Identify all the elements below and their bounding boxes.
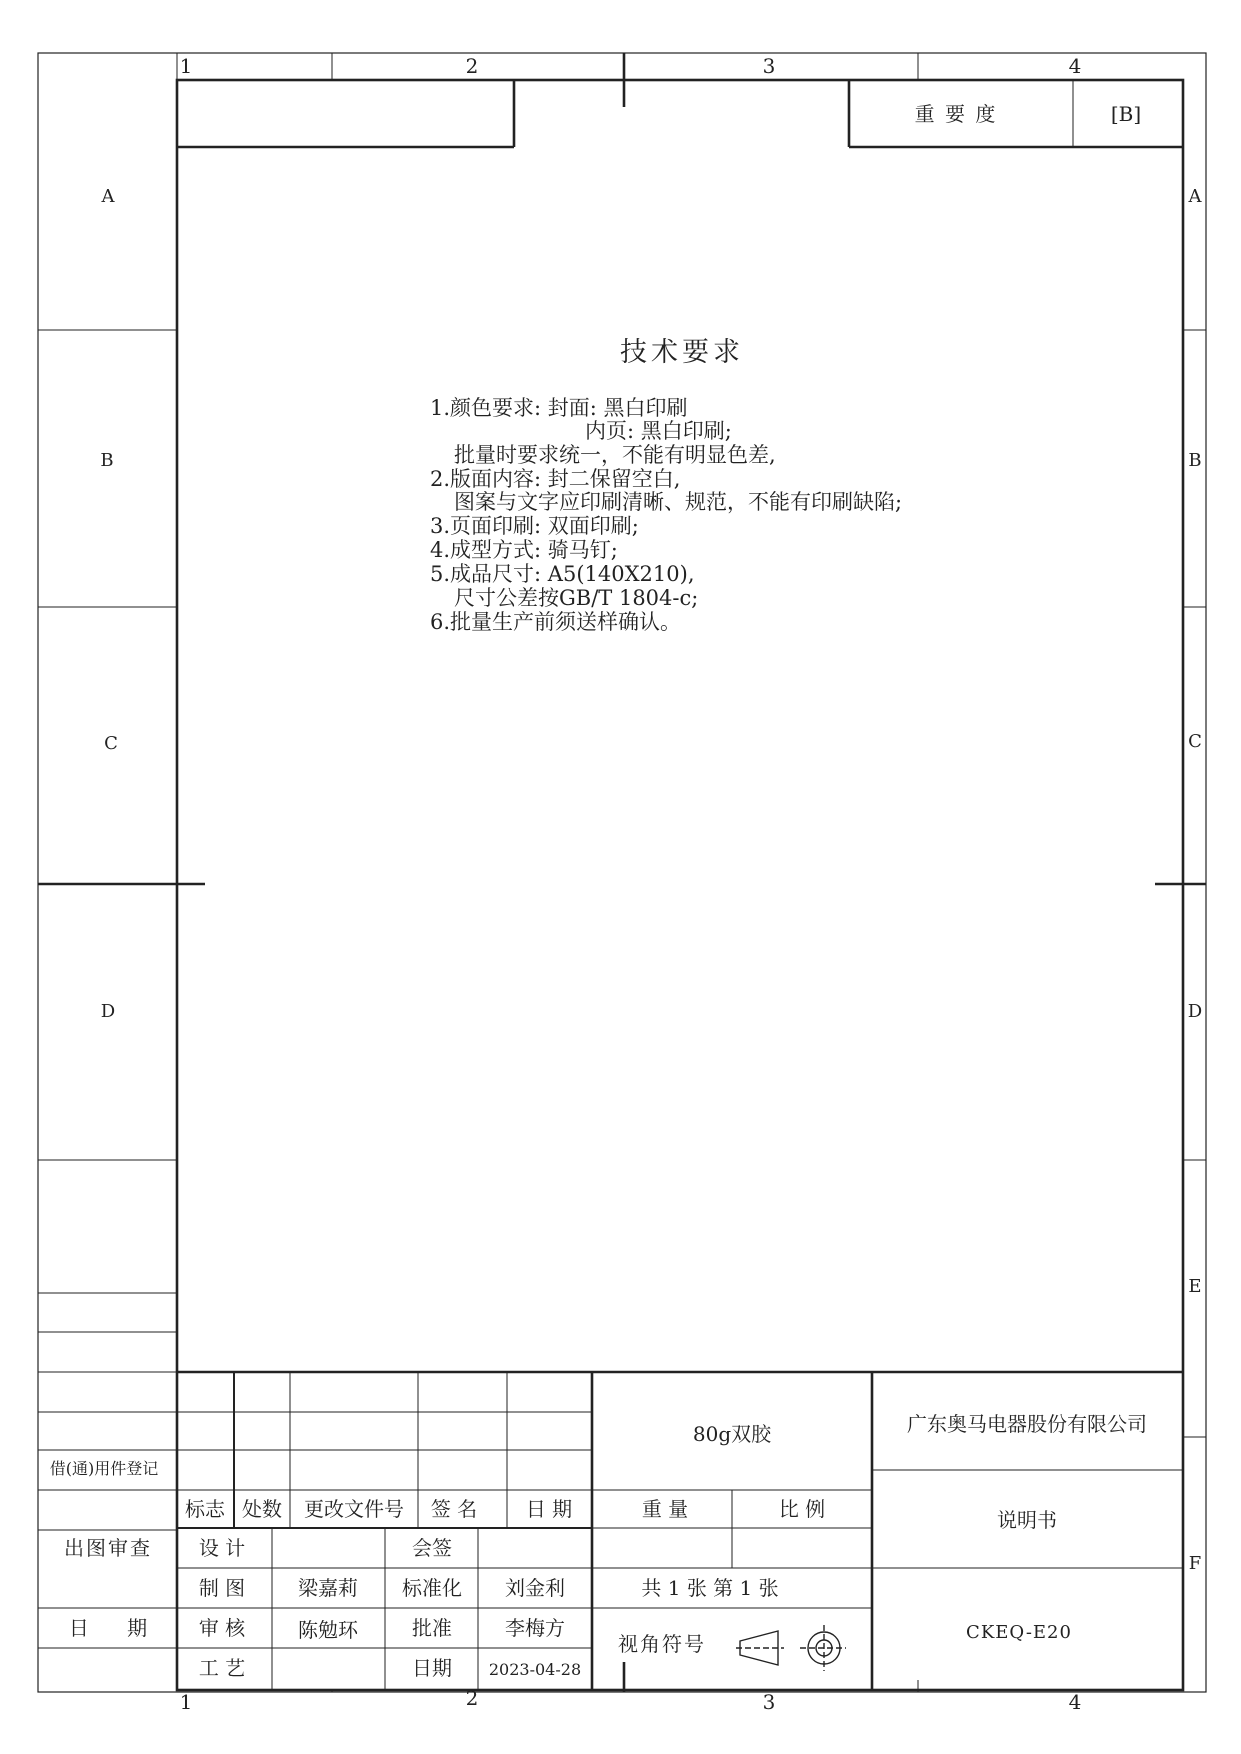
drawing-review-label: 出图审查 [64,1536,152,1560]
col-header-count: 处数 [242,1497,282,1521]
standardization-name: 刘金利 [505,1576,565,1600]
document-name: 说明书 [997,1508,1057,1532]
draft-name: 梁嘉莉 [298,1576,358,1600]
requirement-line: 2.版面内容: 封二保留空白, [430,467,681,491]
importance-value: [B] [1110,102,1142,126]
requirement-line: 批量时要求统一，不能有明显色差, [454,443,776,467]
zone-row-c-left: C [104,733,118,754]
requirement-line: 1.颜色要求: 封面: 黑白印刷 [430,396,688,420]
role-date-label: 日期 [412,1656,452,1680]
approval-date: 2023-04-28 [488,1660,582,1679]
zone-row-b-right: B [1188,450,1202,471]
requirement-line: 6.批量生产前须送样确认。 [430,610,682,634]
zone-col-3-top: 3 [762,54,776,78]
drawing-number: CKEQ-E20 [966,1622,1072,1643]
zone-row-e-right: E [1188,1276,1202,1297]
zone-row-a-left: A [101,186,115,207]
zone-col-3-bottom: 3 [762,1690,776,1714]
projection-symbol-icon [736,1625,846,1671]
zone-row-f-right: F [1188,1553,1202,1574]
role-countersign: 会签 [412,1536,452,1560]
zone-col-2-bottom: 2 [465,1686,479,1710]
col-header-sign: 签 名 [430,1497,478,1521]
zone-row-b-left: B [100,450,114,471]
role-check: 审 核 [198,1616,246,1640]
requirement-line: 3.页面印刷: 双面印刷; [430,514,639,538]
zone-col-1-top: 1 [179,54,193,78]
role-design: 设 计 [198,1536,246,1560]
requirement-line: 5.成品尺寸: A5(140X210), [430,562,695,586]
approve-name: 李梅方 [505,1616,565,1640]
weight-label: 重 量 [641,1497,689,1521]
company-name: 广东奥马电器股份有限公司 [907,1412,1147,1436]
zone-row-a-right: A [1188,186,1202,207]
zone-row-c-right: C [1188,731,1202,752]
check-name: 陈勉环 [298,1618,358,1642]
zone-col-2-top: 2 [465,54,479,78]
scale-label: 比 例 [778,1497,826,1521]
zone-col-4-bottom: 4 [1068,1690,1082,1714]
requirement-line: 尺寸公差按GB/T 1804-c; [454,586,699,610]
view-symbol-label: 视角符号 [618,1632,706,1656]
role-process: 工 艺 [198,1656,246,1680]
role-standardization: 标准化 [402,1576,462,1600]
requirement-line: 图案与文字应印刷清晰、规范，不能有印刷缺陷; [454,490,903,514]
zone-row-d-right: D [1187,1001,1203,1022]
role-approve: 批准 [412,1616,452,1640]
zone-col-4-top: 4 [1068,54,1082,78]
requirement-line: 4.成型方式: 骑马钉; [430,538,618,562]
tech-requirements-title: 技术要求 [620,337,744,368]
left-date-label: 日 期 [68,1616,148,1640]
zone-col-1-bottom: 1 [179,1690,193,1714]
importance-label: 重 要 度 [914,102,998,126]
sheet-count: 共 1 张 第 1 张 [641,1576,779,1600]
col-header-mark: 标志 [185,1497,225,1521]
zone-row-d-left: D [100,1001,116,1022]
col-header-change-doc: 更改文件号 [304,1497,404,1521]
role-draft: 制 图 [198,1576,246,1600]
borrow-register-label: 借(通)用件登记 [49,1459,159,1478]
requirement-line: 内页: 黑白印刷; [585,419,732,443]
material-spec: 80g双胶 [692,1422,772,1446]
col-header-date: 日 期 [525,1497,573,1521]
